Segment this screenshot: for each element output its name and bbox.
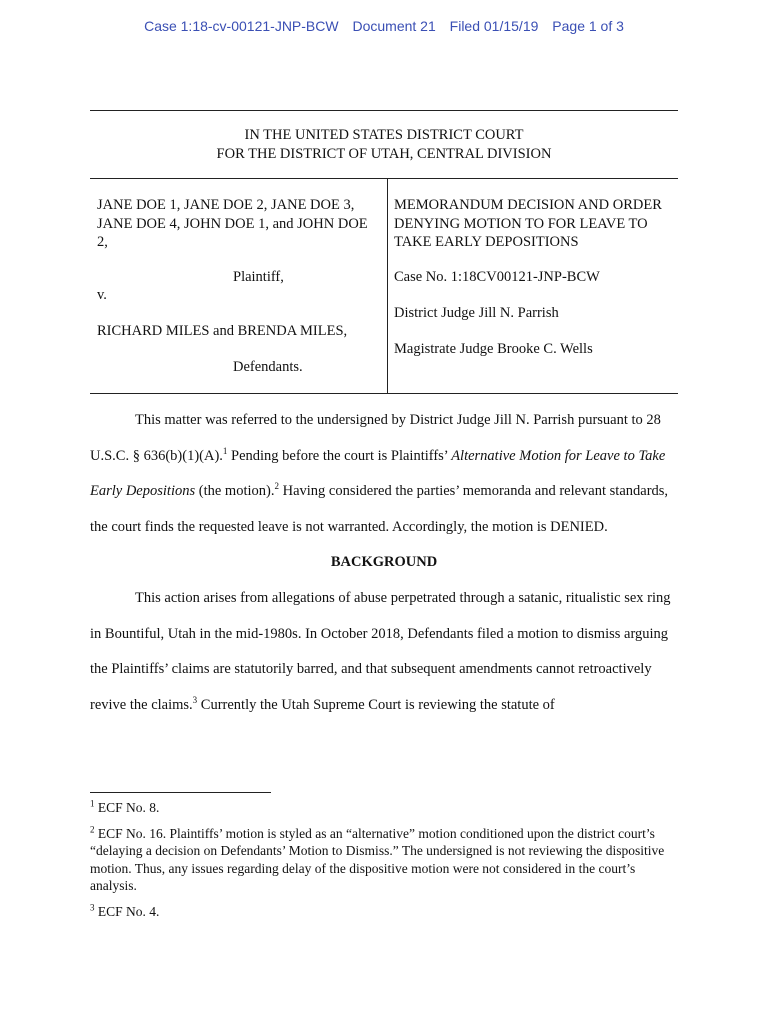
footnote-ref-1: 1: [222, 445, 228, 456]
paragraph-intro: [90, 403, 678, 545]
footnote-1: [90, 799, 678, 817]
caption-bottom-rule: [90, 393, 678, 394]
footnote-number: 1: [90, 798, 95, 809]
order-body: [90, 403, 678, 723]
magistrate-judge: Magistrate Judge Brooke C. Wells: [394, 341, 593, 357]
footnote-number: 3: [90, 902, 95, 912]
intro-text-b: Pending before the court is Plaintiffs’: [227, 447, 452, 464]
defendants-names: RICHARD MILES and BRENDA MILES,: [97, 323, 348, 339]
background-heading: BACKGROUND: [330, 554, 438, 571]
court-title: [90, 126, 678, 164]
motion-title: Alternative Motion for Leave to Take Early Depositions: [90, 447, 666, 500]
caption-divider: [387, 179, 388, 393]
caption-top-rule: [90, 178, 678, 179]
versus-label: v.: [97, 287, 107, 303]
footnote-rule: [90, 792, 271, 793]
caption-case-number: Case No. 1:18CV00121-JNP-BCW: [394, 269, 600, 285]
footnote-number: 2: [90, 824, 95, 834]
case-number: Case 1:18-cv-00121-JNP-BCW: [144, 18, 339, 34]
footnote-3: [90, 903, 678, 921]
page-number: Page 1 of 3: [552, 18, 624, 34]
intro-text-c: (the motion).: [195, 483, 275, 500]
footnote-ref-3: 3: [192, 694, 198, 705]
top-rule: [90, 110, 678, 111]
court-line-1: IN THE UNITED STATES DISTRICT COURT: [244, 127, 524, 143]
footnote-text: ECF No. 8.: [94, 800, 160, 815]
document-number: Document 21: [352, 18, 436, 34]
background-text-a: This action arises from allegations of abuse perpetrated through a satanic, ritualistic sex ring in Bountiful, Utah in the mid-1980s. In October 2018, Defendants filed a motion to dismiss arguing the Plaintiffs’ claims are statutorily barred, and that subsequent amendments cannot retroactively revive the claims.: [90, 589, 671, 713]
footnotes: [90, 799, 678, 928]
paragraph-background: [90, 581, 678, 723]
filed-date: Filed 01/15/19: [449, 18, 539, 34]
ecf-header: [0, 18, 768, 34]
court-line-2: FOR THE DISTRICT OF UTAH, CENTRAL DIVISION: [216, 146, 552, 162]
defendant-label: Defendants.: [233, 359, 303, 375]
footnote-2: [90, 825, 678, 895]
intro-text-d: Having considered the parties’ memoranda and relevant standards, the court finds the requested leave is not warranted. Accordingly, the motion is DENIED.: [90, 483, 669, 535]
order-title: MEMORANDUM DECISION AND ORDER DENYING MOTION TO FOR LEAVE TO TAKE EARLY DEPOSITIONS: [394, 197, 662, 250]
footnote-text: ECF No. 4.: [94, 903, 160, 919]
footnote-text: ECF No. 16. Plaintiffs’ motion is styled as an “alternative” motion conditioned upon the district court’s “delaying a decision on Defendants’ Motion to Dismiss.” The undersigned is not reviewing the dispositive motion. Thus, any issues regarding delay of the dispositive motion were not considered in the court’s analysis.: [90, 825, 665, 893]
plaintiff-label: Plaintiff,: [233, 269, 284, 285]
background-text-b: Currently the Utah Supreme Court is reviewing the statute of: [197, 696, 555, 713]
district-judge: District Judge Jill N. Parrish: [394, 305, 559, 321]
intro-text-a: This matter was referred to the undersigned by District Judge Jill N. Parrish pursuant to 28 U.S.C. § 636(b)(1)(A).: [90, 412, 661, 464]
footnote-ref-2: 2: [274, 481, 279, 492]
plaintiffs-names: JANE DOE 1, JANE DOE 2, JANE DOE 3, JANE DOE 4, JOHN DOE 1, and JOHN DOE 2,: [97, 197, 368, 250]
